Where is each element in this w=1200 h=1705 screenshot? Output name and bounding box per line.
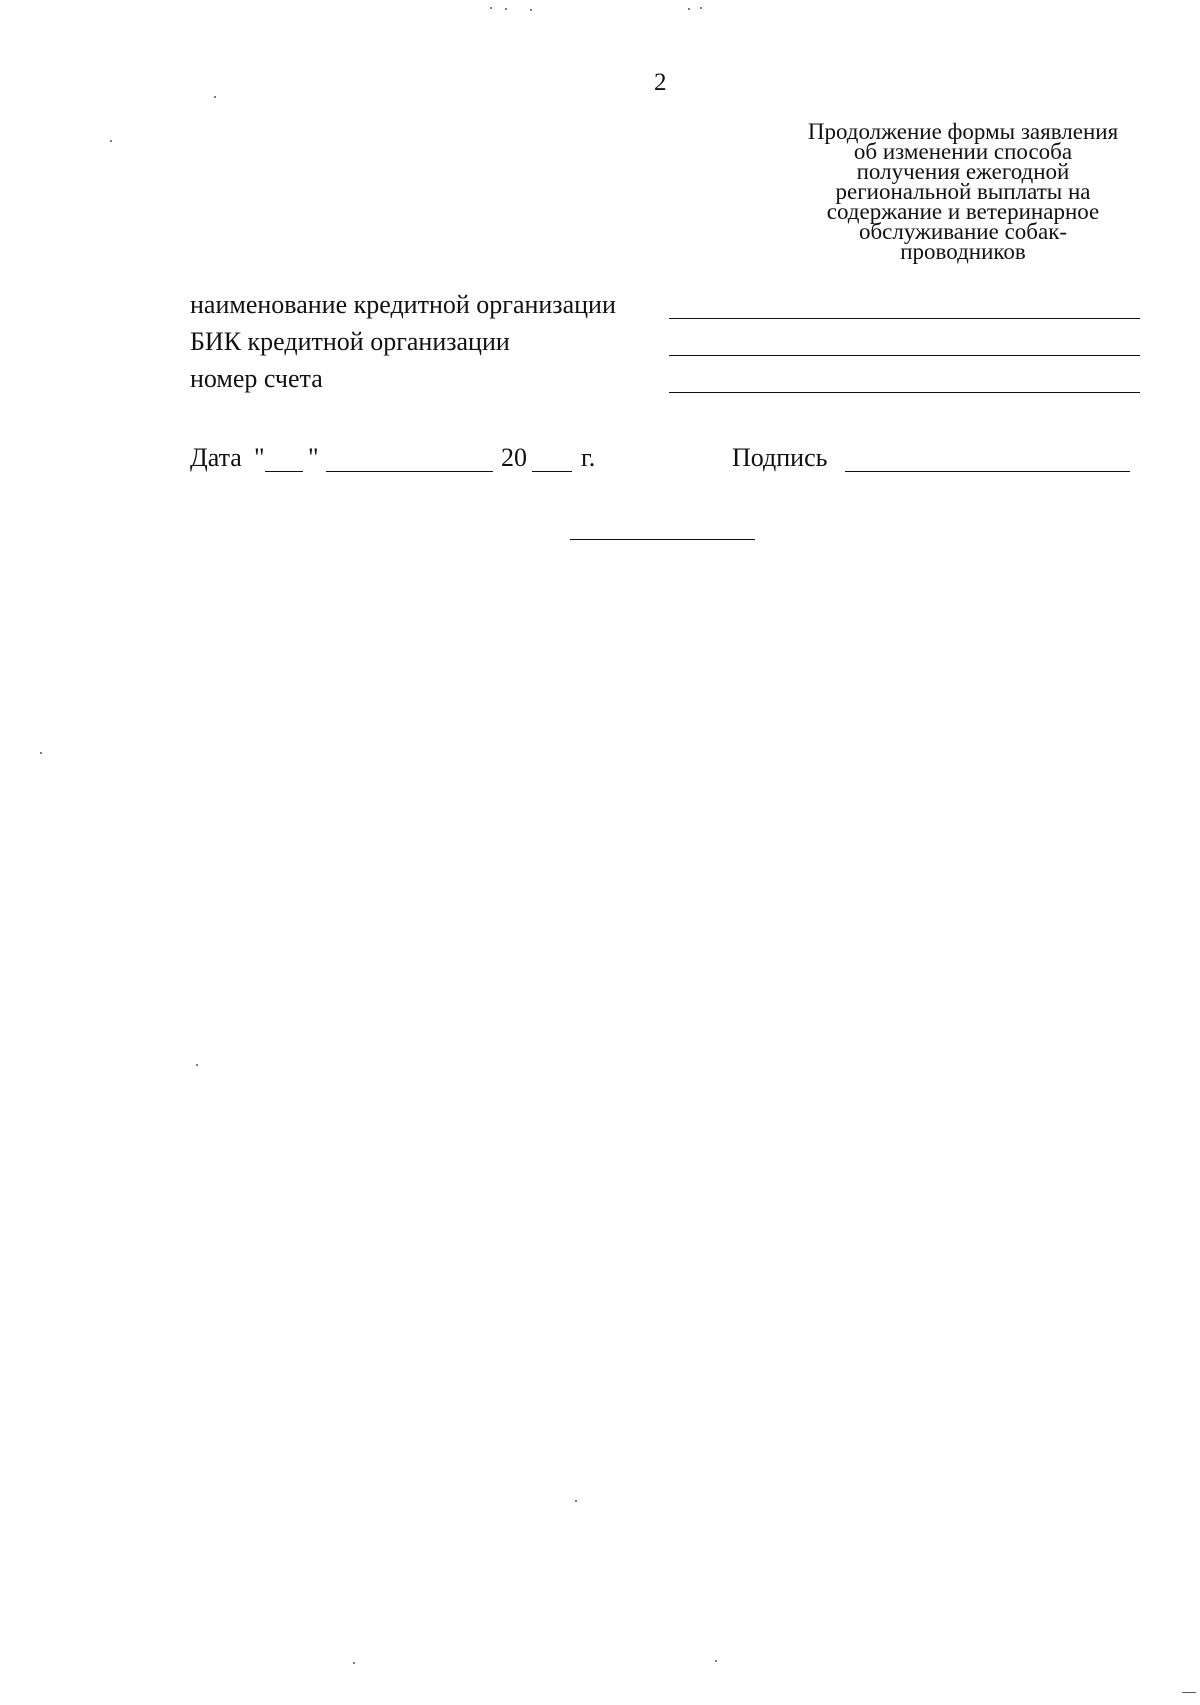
form-note-line: обслуживание собак- [858, 219, 1068, 244]
form-note-line: Продолжение формы заявления [807, 119, 1119, 144]
scan-speck [1182, 1692, 1196, 1693]
year-prefix: 20 [501, 443, 527, 472]
end-of-document-rule [570, 539, 755, 540]
scan-speck [575, 1500, 577, 1502]
bank-name-field [190, 290, 1140, 320]
account-number-label: номер счета [190, 364, 323, 393]
scan-speck [214, 96, 216, 98]
year-suffix: г. [581, 443, 596, 472]
form-note-line: проводников [900, 239, 1026, 264]
scan-speck [700, 7, 702, 9]
scan-speck [715, 1660, 717, 1662]
bik-field [190, 327, 1140, 357]
signature-label: Подпись [732, 443, 828, 472]
scan-speck [490, 7, 492, 9]
form-continuation-note [792, 119, 1134, 264]
month-blank-line [326, 471, 493, 472]
form-note-line: получения ежегодной [856, 159, 1070, 184]
scan-speck [40, 752, 42, 754]
scan-speck [110, 140, 112, 142]
scan-speck [505, 8, 507, 10]
scan-speck [530, 9, 532, 11]
date-quote-close: " [308, 443, 319, 472]
date-label: Дата [190, 443, 242, 472]
form-note-line: содержание и ветеринарное [826, 199, 1100, 224]
scan-speck [196, 1064, 198, 1066]
date-signature-row [190, 442, 1140, 476]
bik-label: БИК кредитной организации [190, 327, 510, 356]
page-number: 2 [654, 69, 667, 96]
date-quote-open: " [254, 443, 265, 472]
bik-blank-line [669, 355, 1140, 356]
bank-name-label: наименование кредитной организации [190, 290, 616, 319]
signature-blank-line [845, 471, 1130, 472]
year-blank-line [532, 471, 572, 472]
bank-name-blank-line [669, 318, 1140, 319]
day-blank-line [265, 471, 303, 472]
scan-speck [353, 1662, 355, 1664]
account-number-blank-line [669, 392, 1140, 393]
account-number-field [190, 364, 1140, 394]
form-note-line: региональной выплаты на [835, 179, 1091, 204]
form-note-line: об изменении способа [853, 139, 1073, 164]
scan-speck [688, 8, 690, 10]
